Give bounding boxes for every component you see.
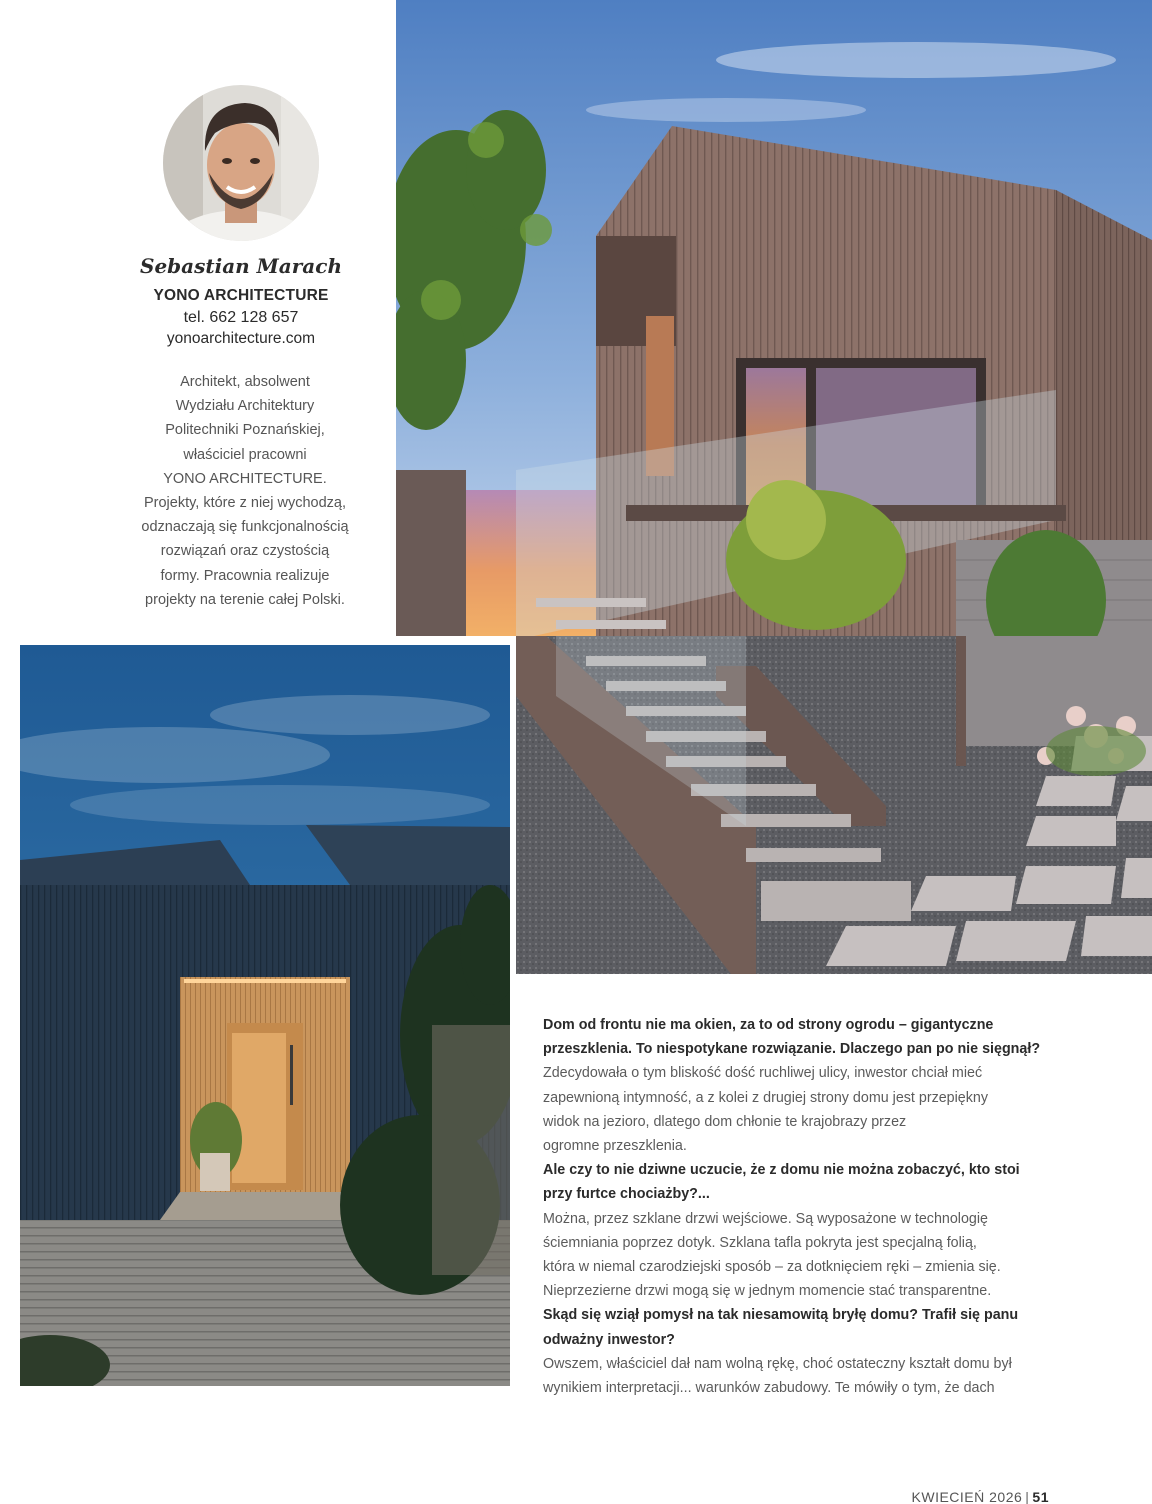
interview-text [543, 1013, 1063, 1400]
question-line: odważny inwestor? [543, 1331, 675, 1348]
answer-line: zapewnioną intymność, a z kolei z drugiej strony domu jest przepiękny [543, 1089, 989, 1106]
bio-line: właściciel pracowni [183, 446, 307, 463]
question-line: przeszklenia. To niespotykane rozwiązanie. Dlaczego pan po nie sięgnął? [543, 1041, 1041, 1058]
hero-photo-illustration [396, 0, 1152, 636]
answer-line: ściemniania poprzez dotyk. Szklana tafla pokryta jest specjalną folią, [543, 1234, 977, 1251]
stairs-and-paving-photo [516, 636, 1152, 974]
entrance-photo-dusk [20, 645, 510, 1386]
bio-line: formy. Pracownia realizuje [160, 567, 330, 584]
author-portrait-illustration [163, 85, 319, 241]
bio-line: odznaczają się funkcjonalnością [141, 519, 349, 536]
bio-line: Architekt, absolwent [180, 374, 310, 390]
answer-line: widok na jezioro, dlatego dom chłonie te krajobrazy przez [543, 1113, 907, 1130]
bio-line: projekty na terenie całej Polski. [145, 591, 345, 608]
folio-separator: | [1025, 1489, 1030, 1504]
answer-line: Owszem, właściciel dał nam wolną rękę, choć ostateczny kształt domu był [543, 1355, 1012, 1372]
bio-line: Politechniki Poznańskiej, [165, 422, 325, 439]
question-line: przy furtce chociażby?... [543, 1186, 710, 1203]
answer-line: Zdecydowała o tym bliskość dość ruchliwej ulicy, inwestor chciał mieć [543, 1065, 983, 1082]
bio-line: YONO ARCHITECTURE. [163, 470, 327, 487]
entrance-photo-illustration [20, 645, 510, 1386]
page-number: 51 [1032, 1489, 1049, 1504]
question-line: Dom od frontu nie ma okien, za to od strony ogrodu – gigantyczne [543, 1017, 994, 1033]
answer-line: ogromne przeszklenia. [543, 1138, 687, 1155]
question-line: Ale czy to nie dziwne uczucie, że z domu nie można zobaczyć, kto stoi [543, 1162, 1020, 1179]
answer-line: Nieprzezierne drzwi mogą się w jednym momencie stać transparentne. [543, 1283, 992, 1300]
studio-website: yonoarchitecture.com [166, 330, 316, 347]
author-bio [120, 370, 370, 612]
answer-line: która w niemal czarodziejski sposób – za dotknięciem ręki – zmienia się. [543, 1259, 1001, 1276]
page-footer [912, 1489, 1049, 1504]
studio-name: YONO ARCHITECTURE [153, 287, 329, 304]
answer-line: wynikiem interpretacji... warunków zabudowy. Te mówiły o tym, że dach [543, 1380, 995, 1397]
bio-line: Wydziału Architektury [175, 398, 315, 415]
author-avatar [163, 85, 319, 241]
question-line: Skąd się wziął pomysł na tak niesamowitą bryłę domu? Trafił się panu [543, 1307, 1019, 1324]
bio-line: Projekty, które z niej wychodzą, [143, 495, 346, 512]
answer-line: Można, przez szklane drzwi wejściowe. Są wyposażone w technologię [543, 1210, 989, 1227]
author-phone: tel. 662 128 657 [183, 309, 299, 326]
bio-line: rozwiązań oraz czystością [160, 543, 330, 560]
issue-date: KWIECIEŃ 2026 [911, 1489, 1023, 1504]
hero-photo-garden-facade [396, 0, 1152, 636]
stairs-photo-illustration [516, 636, 1152, 974]
author-name: Sebastian Marach [140, 254, 342, 278]
